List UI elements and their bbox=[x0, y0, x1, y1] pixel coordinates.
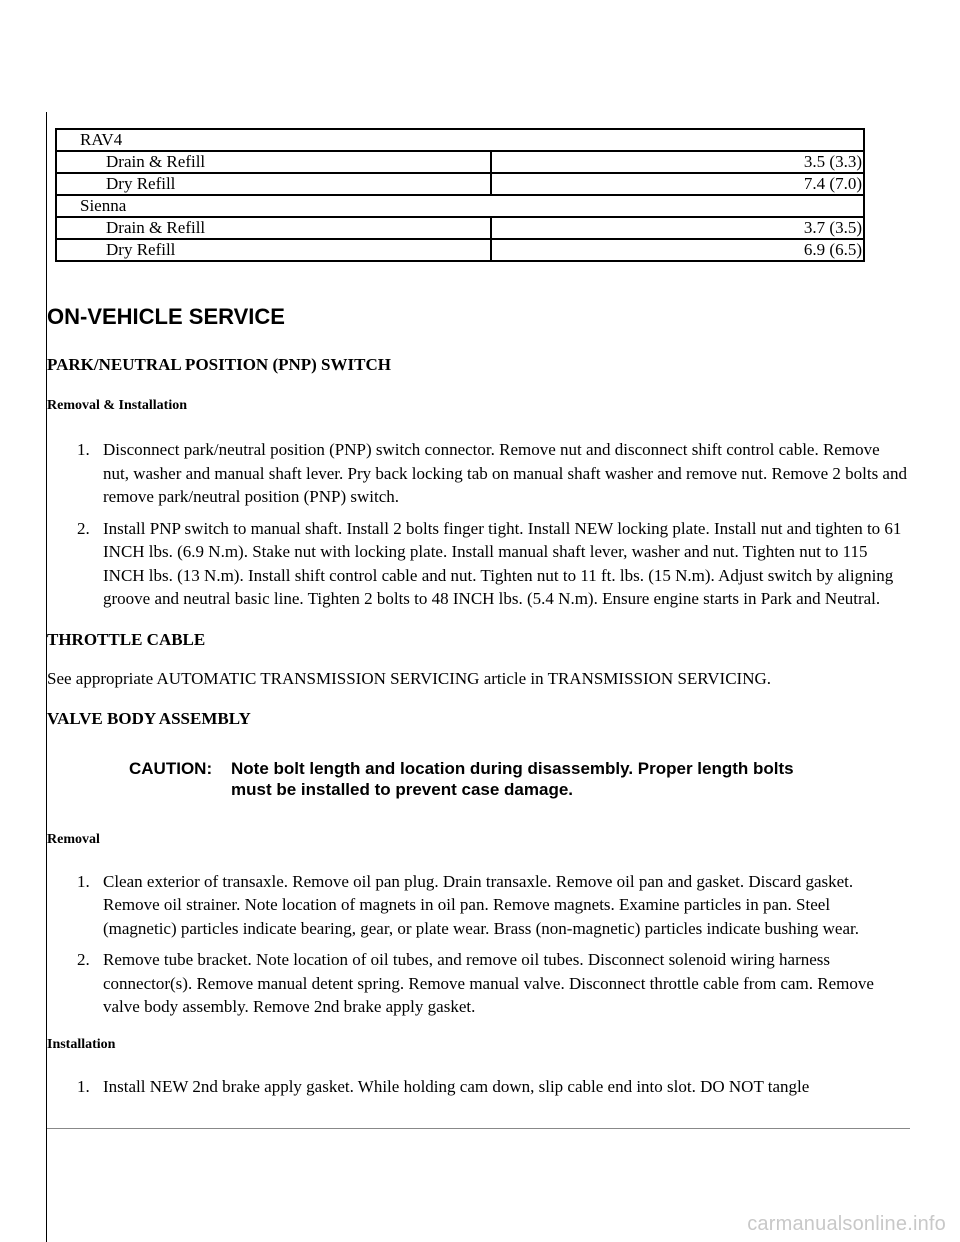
list-item bbox=[47, 517, 907, 611]
table-cell-label: Dry Refill bbox=[56, 173, 491, 195]
page-bottom-rule bbox=[47, 1128, 910, 1129]
table-group-row bbox=[56, 129, 864, 151]
table-row bbox=[56, 151, 864, 173]
table-group-label: Sienna bbox=[56, 195, 864, 217]
step-text: Disconnect park/neutral position (PNP) switch connector. Remove nut and disconnect shift control cable. Remove nut, washer and manual shaft lever. Pry back locking tab on manual shaft washer and remove nut. Remove 2 bolts and remove park/neutral position (PNP) switch. bbox=[103, 440, 907, 506]
table-row bbox=[56, 173, 864, 195]
caution-note bbox=[47, 758, 907, 800]
removal-steps-list bbox=[47, 870, 907, 1019]
table-cell-label: Dry Refill bbox=[56, 239, 491, 261]
section-title: ON-VEHICLE SERVICE bbox=[47, 304, 285, 329]
step-text: Install PNP switch to manual shaft. Install 2 bolts finger tight. Install NEW locking plate. Install nut and tighten to 61 INCH lbs. (6.9 N.m). Stake nut with locking plate. Install manual shaft lever, washer and nut. Tighten nut to 115 INCH lbs. (13 N.m). Install shift control cable and nut. Tighten nut to 11 ft. lbs. (15 N.m). Adjust switch by aligning groove and neutral basic line. Tighten 2 bolts to 48 INCH lbs. (5.4 N.m). Ensure engine starts in Park and Neutral. bbox=[103, 518, 902, 608]
caution-text-line1: Note bolt length and location during disassembly. Proper length bolts bbox=[231, 758, 794, 778]
caution-label: CAUTION: bbox=[129, 758, 213, 778]
fluid-capacity-table bbox=[55, 128, 865, 262]
pnp-switch-heading: PARK/NEUTRAL POSITION (PNP) SWITCH bbox=[47, 355, 391, 374]
installation-heading: Installation bbox=[47, 1036, 116, 1052]
pnp-steps-list bbox=[47, 438, 907, 611]
table-cell-label: Drain & Refill bbox=[56, 151, 491, 173]
step-text: Install NEW 2nd brake apply gasket. While holding cam down, slip cable end into slot. DO NOT tangle bbox=[103, 1076, 810, 1096]
table-cell-value: 3.5 (3.3) bbox=[491, 151, 864, 173]
step-number: 2. bbox=[77, 518, 90, 538]
caution-text-line2: must be installed to prevent case damage. bbox=[231, 779, 574, 799]
table-row bbox=[56, 217, 864, 239]
step-number: 1. bbox=[77, 440, 90, 459]
removal-installation-heading: Removal & Installation bbox=[47, 398, 187, 413]
throttle-cable-text: See appropriate AUTOMATIC TRANSMISSION SERVICING article in TRANSMISSION SERVICING. bbox=[47, 668, 772, 688]
table-cell-value: 6.9 (6.5) bbox=[491, 239, 864, 261]
list-item bbox=[47, 1075, 907, 1099]
main-content bbox=[47, 302, 907, 1106]
valve-body-heading: VALVE BODY ASSEMBLY bbox=[47, 708, 251, 728]
table-cell-label: Drain & Refill bbox=[56, 217, 491, 239]
step-number: 1. bbox=[77, 1076, 90, 1096]
installation-steps-list bbox=[47, 1075, 907, 1099]
list-item bbox=[47, 948, 907, 1019]
table-row bbox=[56, 239, 864, 261]
list-item bbox=[47, 870, 907, 941]
throttle-cable-heading: THROTTLE CABLE bbox=[47, 629, 206, 649]
table-group-label: RAV4 bbox=[56, 129, 864, 151]
table-cell-value: 7.4 (7.0) bbox=[491, 173, 864, 195]
removal-heading: Removal bbox=[47, 831, 100, 847]
list-item bbox=[47, 438, 907, 509]
step-text: Clean exterior of transaxle. Remove oil pan plug. Drain transaxle. Remove oil pan and gasket. Discard gasket. Remove oil strainer. Note location of magnets in oil pan. Remove magnets. Examine particles in pan. Steel (magnetic) particles indicate bearing, gear, or plate wear. Brass (non-magnetic) particles indicate bushing wear. bbox=[103, 871, 859, 938]
watermark: carmanualsonline.info bbox=[747, 1213, 946, 1235]
step-text: Remove tube bracket. Note location of oil tubes, and remove oil tubes. Disconnect solenoid wiring harness connector(s). Remove manual detent spring. Remove manual valve. Disconnect throttle cable from cam. Remove valve body assembly. Remove 2nd brake apply gasket. bbox=[103, 950, 874, 1016]
step-number: 2. bbox=[77, 950, 90, 969]
table-cell-value: 3.7 (3.5) bbox=[491, 217, 864, 239]
step-number: 1. bbox=[77, 871, 90, 891]
table-group-row bbox=[56, 195, 864, 217]
